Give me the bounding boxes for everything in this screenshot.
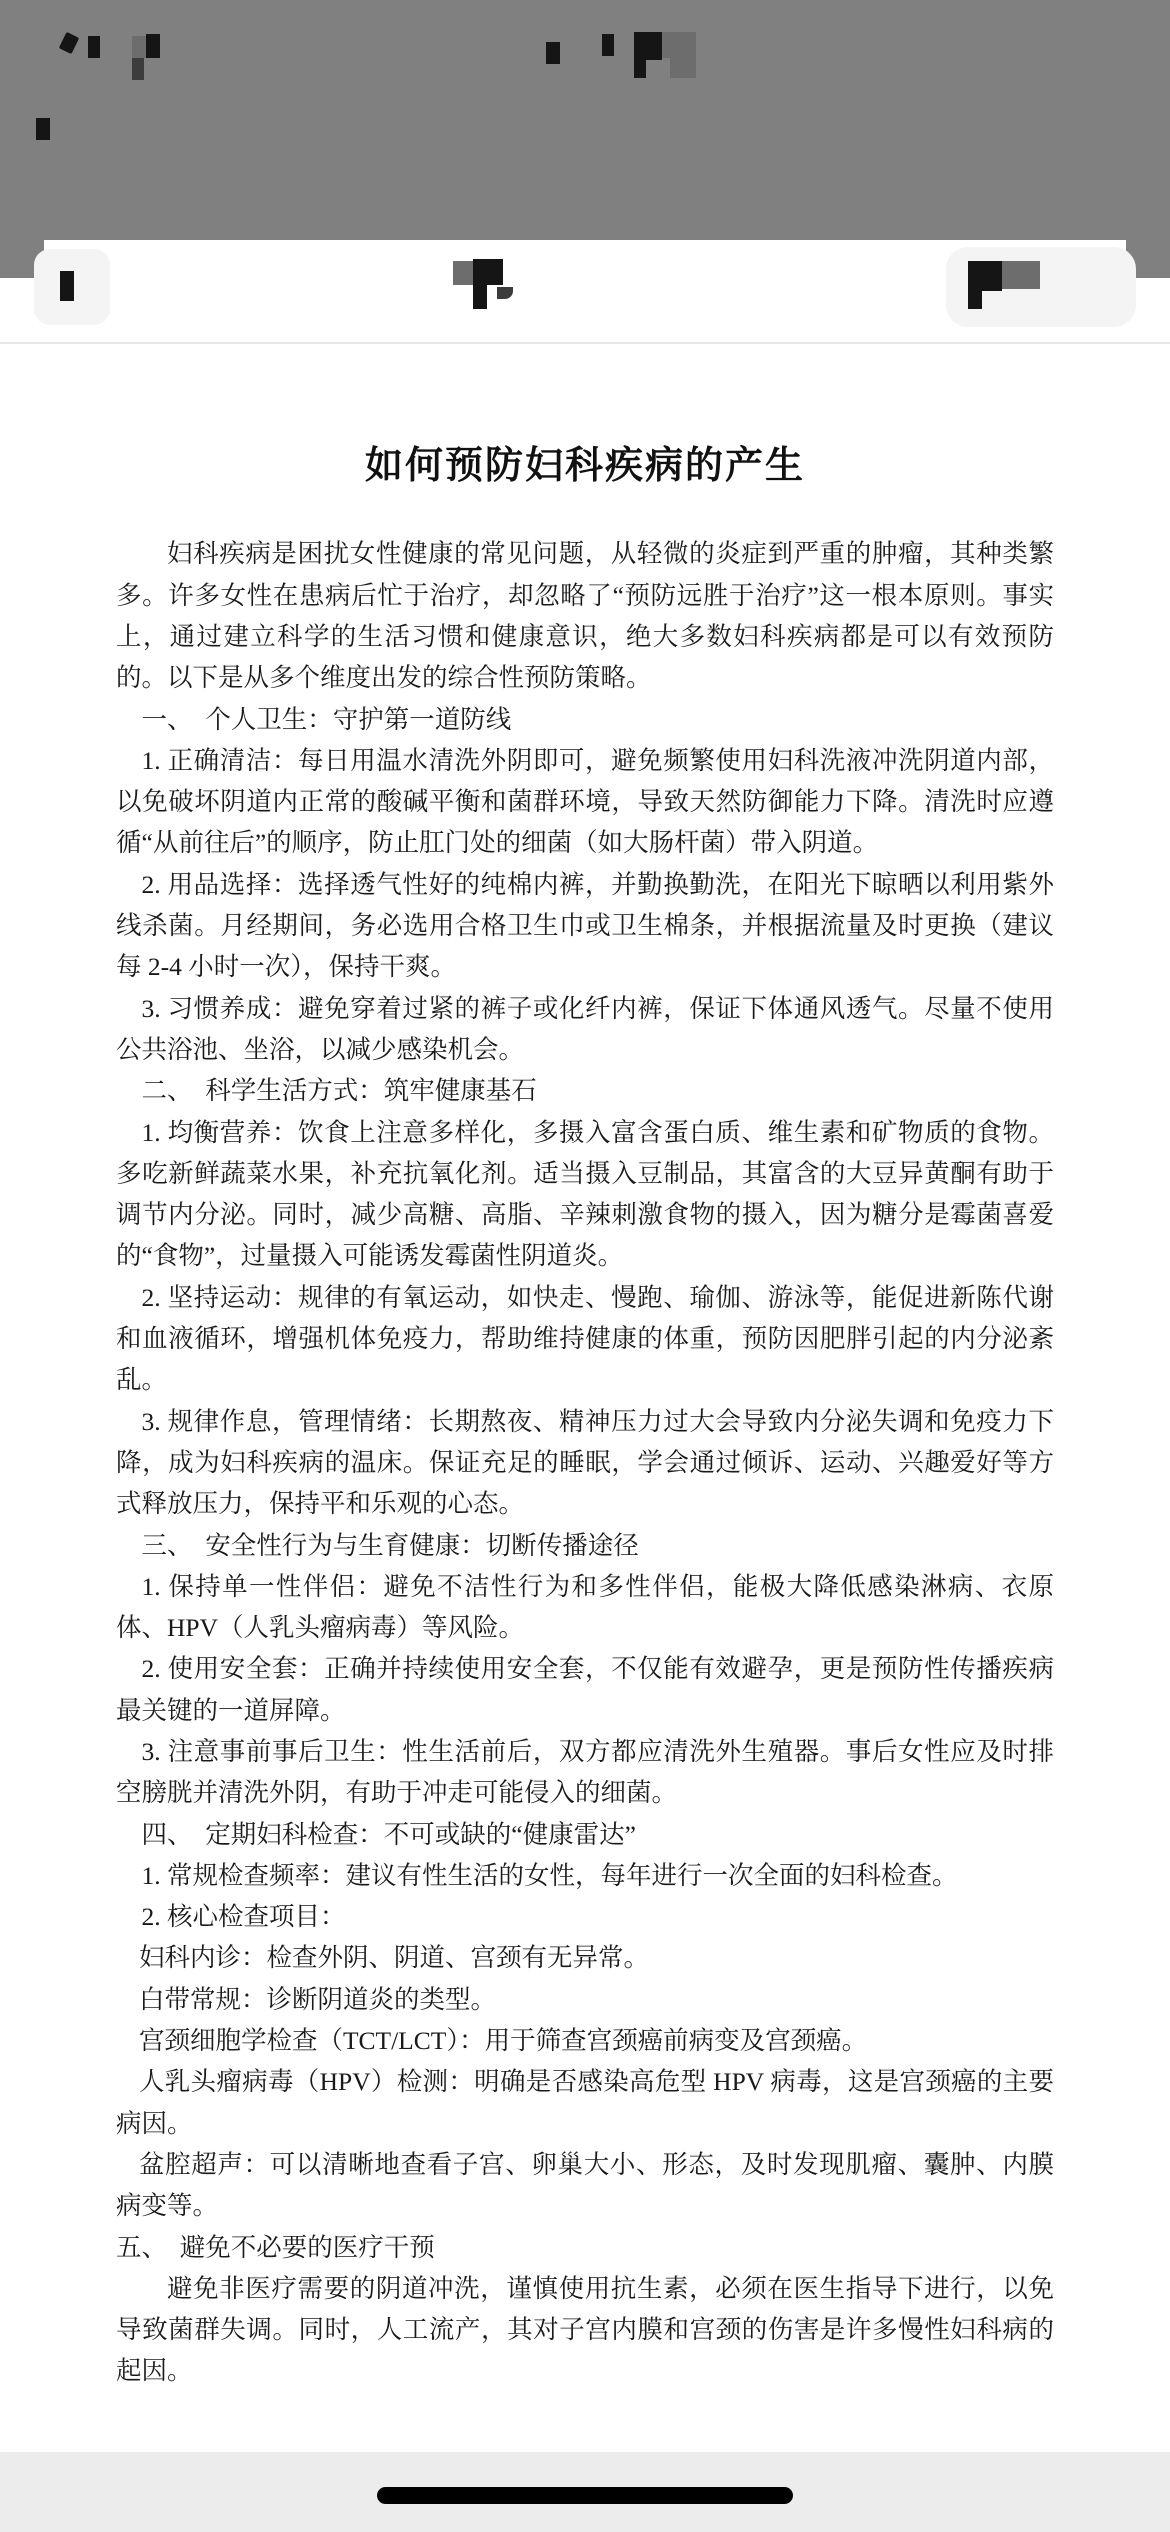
page-title: 如何预防妇科疾病的产生 [364,445,805,487]
document-paragraph: 1. 均衡营养：饮食上注意多样化，多摄入富含蛋白质、维生素和矿物质的食物。多吃新鲜蔬菜水果，补充抗氧化剂。适当摄入豆制品，其富含的大豆异黄酮有助于调节内分泌。同时，减少高糖、高脂、辛辣刺激食物的摄入，因为糖分是霉菌喜爱的“食物”，过量摄入可能诱发霉菌性阴道炎。 [116,1117,1054,1271]
document-paragraph: 1. 正确清洁：每日用温水清洗外阴即可，避免频繁使用妇科洗液冲洗阴道内部，以免破坏阴道内正常的酸碱平衡和菌群环境，导致天然防御能力下降。清洗时应遵循“从前往后”的顺序，防止肛门处的细菌（如大肠杆菌）带入阴道。 [116,745,1054,858]
redacted-action-glyph [1002,261,1040,289]
document-paragraph: 2. 坚持运动：规律的有氧运动，如快走、慢跑、瑜伽、游泳等，能促进新陈代谢和血液循环，增强机体免疫力，帮助维持健康的体重，预防因肥胖引起的内分泌紊乱。 [116,1282,1054,1395]
redacted-glyph [670,58,696,78]
redacted-glyph [602,34,614,56]
navbar-action-button[interactable] [946,247,1136,327]
document-paragraph: 宫颈细胞学检查（TCT/LCT）：用于筛查宫颈癌前病变及宫颈癌。 [138,2026,868,2056]
navbar-title [453,257,603,317]
document-paragraph: 1. 常规检查频率：建议有性生活的女性，每年进行一次全面的妇科检查。 [141,1860,958,1890]
document-paragraph: 妇科疾病是困扰女性健康的常见问题，从轻微的炎症到严重的肿瘤，其种类繁多。许多女性在患病后忙于治疗，却忽略了“预防远胜于治疗”这一根本原则。事实上，通过建立科学的生活习惯和健康意识，绝大多数妇科疾病都是可以有效预防的。以下是从多个维度出发的综合性预防策略。 [116,539,1054,693]
redacted-title-glyph [453,261,473,285]
document-paragraph: 妇科内诊：检查外阴、阴道、宫颈有无异常。 [138,1943,649,1973]
redacted-action-glyph [968,287,982,309]
navigation-bar [0,232,1170,344]
document-paragraph: 人乳头瘤病毒（HPV）检测：明确是否感染高危型 HPV 病毒，这是宫颈癌的主要病因。 [116,2067,1054,2138]
document-paragraph: 2. 核心检查项目： [141,1902,346,1932]
document-paragraph: 3. 规律作息，管理情绪：长期熬夜、精神压力过大会导致内分泌失调和免疫力下降，成为妇科疾病的温床。保证充足的睡眠，学会通过倾诉、运动、兴趣爱好等方式释放压力，保持平和乐观的心态。 [116,1406,1054,1519]
document-body [28,346,1142,2452]
document-paragraph: 白带常规：诊断阴道炎的类型。 [138,1984,496,2014]
document-paragraph: 五、 避免不必要的医疗干预 [116,2232,435,2262]
document-paragraph: 3. 习惯养成：避免穿着过紧的裤子或化纤内裤，保证下体通风透气。尽量不使用公共浴池、坐浴，以减少感染机会。 [116,993,1054,1064]
chevron-left-icon [60,271,74,301]
document-paragraph: 1. 保持单一性伴侣：避免不洁性行为和多性伴侣，能极大降低感染淋病、衣原体、HPV（人乳头瘤病毒）等风险。 [116,1571,1054,1643]
document-paragraph: 一、 个人卫生：守护第一道防线 [141,704,512,734]
document-page[interactable] [28,346,1142,2452]
document-paragraph: 2. 使用安全套：正确并持续使用安全套，不仅能有效避孕，更是预防性传播疾病最关键的一道屏障。 [116,1654,1054,1725]
document-paragraph: 二、 科学生活方式：筑牢健康基石 [141,1076,537,1106]
document-paragraph: 3. 注意事前事后卫生：性生活前后，双方都应清洗外生殖器。事后女性应及时排空膀胱并清洗外阴，有助于冲走可能侵入的细菌。 [116,1737,1054,1808]
redacted-title-glyph [473,259,503,285]
redacted-glyph [132,58,144,80]
redacted-glyph [634,52,646,78]
document-paragraph: 避免非医疗需要的阴道冲洗，谨慎使用抗生素，必须在医生指导下进行，以免导致菌群失调。同时，人工流产，其对子宫内膜和宫颈的伤害是许多慢性妇科病的起因。 [116,2273,1054,2386]
redacted-title-glyph [497,287,513,299]
home-indicator[interactable] [377,2487,793,2504]
redacted-glyph [546,42,560,64]
document-paragraph: 盆腔超声：可以清晰地查看子宫、卵巢大小、形态，及时发现肌瘤、囊肿、内膜病变等。 [116,2149,1054,2221]
redacted-glyph [146,34,160,58]
redacted-title-glyph [473,283,487,309]
back-button[interactable] [34,249,110,325]
document-paragraph-list [116,533,1054,2391]
redacted-glyph [662,32,696,58]
status-bar-overlay [0,0,1170,240]
redacted-glyph [36,118,50,140]
redacted-glyph [132,36,146,58]
document-paragraph: 三、 安全性行为与生育健康：切断传播途径 [141,1530,639,1560]
document-paragraph: 2. 用品选择：选择透气性好的纯棉内裤，并勤换勤洗，在阳光下晾晒以利用紫外线杀菌。月经期间，务必选用合格卫生巾或卫生棉条，并根据流量及时更换（建议每 2-4 小时一次），保持干爽。 [116,869,1054,982]
redacted-glyph [59,32,79,54]
redacted-glyph [88,36,100,58]
document-paragraph: 四、 定期妇科检查：不可或缺的“健康雷达” [141,1819,636,1849]
